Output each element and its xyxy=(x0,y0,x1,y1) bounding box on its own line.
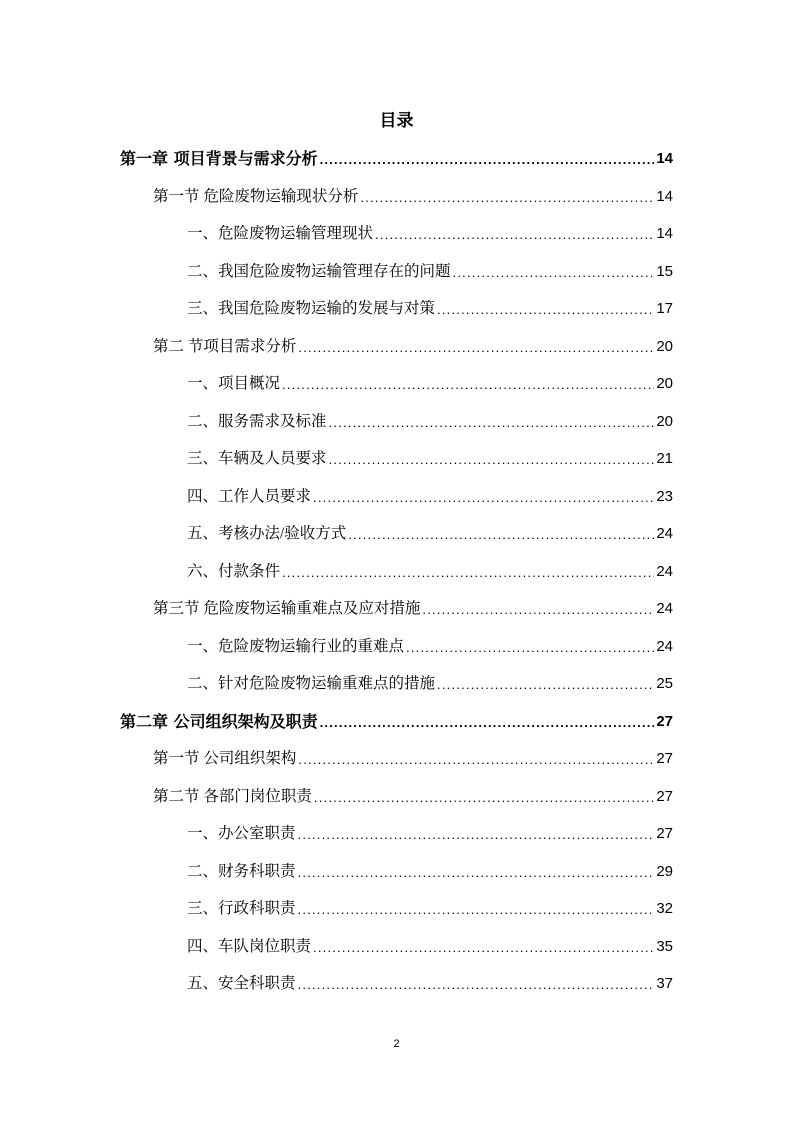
toc-entry-item[interactable] xyxy=(187,970,673,994)
dot-leader xyxy=(406,639,654,657)
toc-entry-page: 17 xyxy=(656,300,673,317)
toc-entry-label: 四、工作人员要求 xyxy=(187,487,312,505)
toc-entry-page: 27 xyxy=(656,787,673,805)
dot-leader xyxy=(298,901,655,919)
dot-leader xyxy=(282,376,654,394)
toc-entry-label: 五、安全科职责 xyxy=(187,975,296,992)
toc-entry-page: 37 xyxy=(656,975,673,992)
toc-entry-label: 一、危险废物运输行业的重难点 xyxy=(187,637,405,655)
toc-entry-item[interactable] xyxy=(187,633,673,657)
toc-entry-item[interactable] xyxy=(187,408,673,432)
toc-entry-page: 21 xyxy=(656,450,673,467)
dot-leader xyxy=(360,189,654,207)
toc-entry-label: 五、考核办法/验收方式 xyxy=(187,525,347,542)
toc-entry-page: 20 xyxy=(656,337,673,355)
dot-leader xyxy=(348,526,654,544)
dot-leader xyxy=(314,789,654,807)
toc-entry-item[interactable] xyxy=(187,858,673,882)
toc-entry-item[interactable] xyxy=(187,558,673,582)
toc-entry-page: 27 xyxy=(656,825,673,842)
toc-entry-item[interactable] xyxy=(187,258,673,282)
dot-leader xyxy=(329,451,655,469)
toc-entry-page: 35 xyxy=(656,937,673,955)
toc-entry-label: 二、我国危险废物运输管理存在的问题 xyxy=(187,262,451,280)
toc-entry-section[interactable] xyxy=(153,783,673,807)
dot-leader xyxy=(298,826,655,844)
toc-entry-label: 六、付款条件 xyxy=(187,562,281,580)
dot-leader xyxy=(298,751,654,769)
toc-entry-label: 第一节 危险废物运输现状分析 xyxy=(153,187,359,205)
toc-entry-item[interactable] xyxy=(187,370,673,394)
toc-entry-item[interactable] xyxy=(187,520,673,544)
toc-entry-item[interactable] xyxy=(187,445,673,469)
toc-entry-label: 二、服务需求及标准 xyxy=(187,412,327,430)
toc-entry-page: 27 xyxy=(656,750,673,767)
toc-entry-label: 三、行政科职责 xyxy=(187,900,296,917)
dot-leader xyxy=(298,864,655,882)
toc-entry-label: 第三节 危险废物运输重难点及应对措施 xyxy=(153,600,421,617)
toc-entry-label: 一、危险废物运输管理现状 xyxy=(187,225,374,242)
toc-entry-item[interactable] xyxy=(187,295,673,319)
toc-entry-label: 第二节 各部门岗位职责 xyxy=(153,787,312,805)
toc-entry-item[interactable] xyxy=(187,220,673,244)
dot-leader xyxy=(313,939,654,957)
toc-entry-section[interactable] xyxy=(153,333,673,357)
toc-entry-section[interactable] xyxy=(153,595,673,619)
toc-entry-item[interactable] xyxy=(187,483,673,507)
toc-entry-page: 14 xyxy=(656,225,673,242)
toc-entry-label: 二、针对危险废物运输重难点的措施 xyxy=(187,675,436,692)
toc-entry-page: 20 xyxy=(656,412,673,430)
toc-entry-label: 一、项目概况 xyxy=(187,375,281,392)
toc-entry-label: 四、车队岗位职责 xyxy=(187,937,312,955)
toc-entry-page: 14 xyxy=(656,187,673,205)
toc-entry-page: 14 xyxy=(656,150,673,167)
dot-leader xyxy=(437,301,654,319)
toc-entry-page: 15 xyxy=(656,262,673,280)
toc-entry-page: 24 xyxy=(656,600,673,617)
toc-entry-label: 三、车辆及人员要求 xyxy=(187,450,327,467)
toc-entry-item[interactable] xyxy=(187,820,673,844)
dot-leader xyxy=(298,339,654,357)
toc-entry-page: 24 xyxy=(656,637,673,655)
toc-entry-chapter[interactable] xyxy=(120,708,673,732)
toc-entry-page: 25 xyxy=(656,675,673,692)
page-number: 2 xyxy=(393,1038,400,1050)
toc-entry-chapter[interactable] xyxy=(120,145,673,169)
toc-entry-page: 23 xyxy=(656,487,673,505)
toc-entry-label: 第一节 公司组织架构 xyxy=(153,750,297,767)
dot-leader xyxy=(313,489,654,507)
toc-entry-page: 24 xyxy=(656,562,673,580)
toc-entry-page: 20 xyxy=(656,375,673,392)
dot-leader xyxy=(422,601,654,619)
toc-entry-label: 第二 节项目需求分析 xyxy=(153,337,297,355)
toc-entry-label: 第一章 项目背景与需求分析 xyxy=(120,149,318,168)
toc-entry-label: 一、办公室职责 xyxy=(187,825,296,842)
dot-leader xyxy=(453,264,655,282)
dot-leader xyxy=(375,226,654,244)
toc-title: 目录 xyxy=(379,111,414,131)
dot-leader xyxy=(329,414,655,432)
toc-entry-page: 32 xyxy=(656,900,673,917)
toc-entry-item[interactable] xyxy=(187,670,673,694)
toc-entry-page: 29 xyxy=(656,862,673,880)
toc-entry-page: 27 xyxy=(656,712,673,730)
dot-leader xyxy=(282,564,654,582)
dot-leader xyxy=(320,151,655,169)
toc-entry-item[interactable] xyxy=(187,933,673,957)
toc-entry-section[interactable] xyxy=(153,183,673,207)
dot-leader xyxy=(437,676,654,694)
toc-entry-label: 二、财务科职责 xyxy=(187,862,296,880)
toc-entry-section[interactable] xyxy=(153,745,673,769)
toc-entry-label: 三、我国危险废物运输的发展与对策 xyxy=(187,300,436,317)
toc-entry-item[interactable] xyxy=(187,895,673,919)
toc-entry-page: 24 xyxy=(656,525,673,542)
dot-leader xyxy=(320,714,655,732)
dot-leader xyxy=(298,976,655,994)
toc-entry-label: 第二章 公司组织架构及职责 xyxy=(120,711,318,731)
